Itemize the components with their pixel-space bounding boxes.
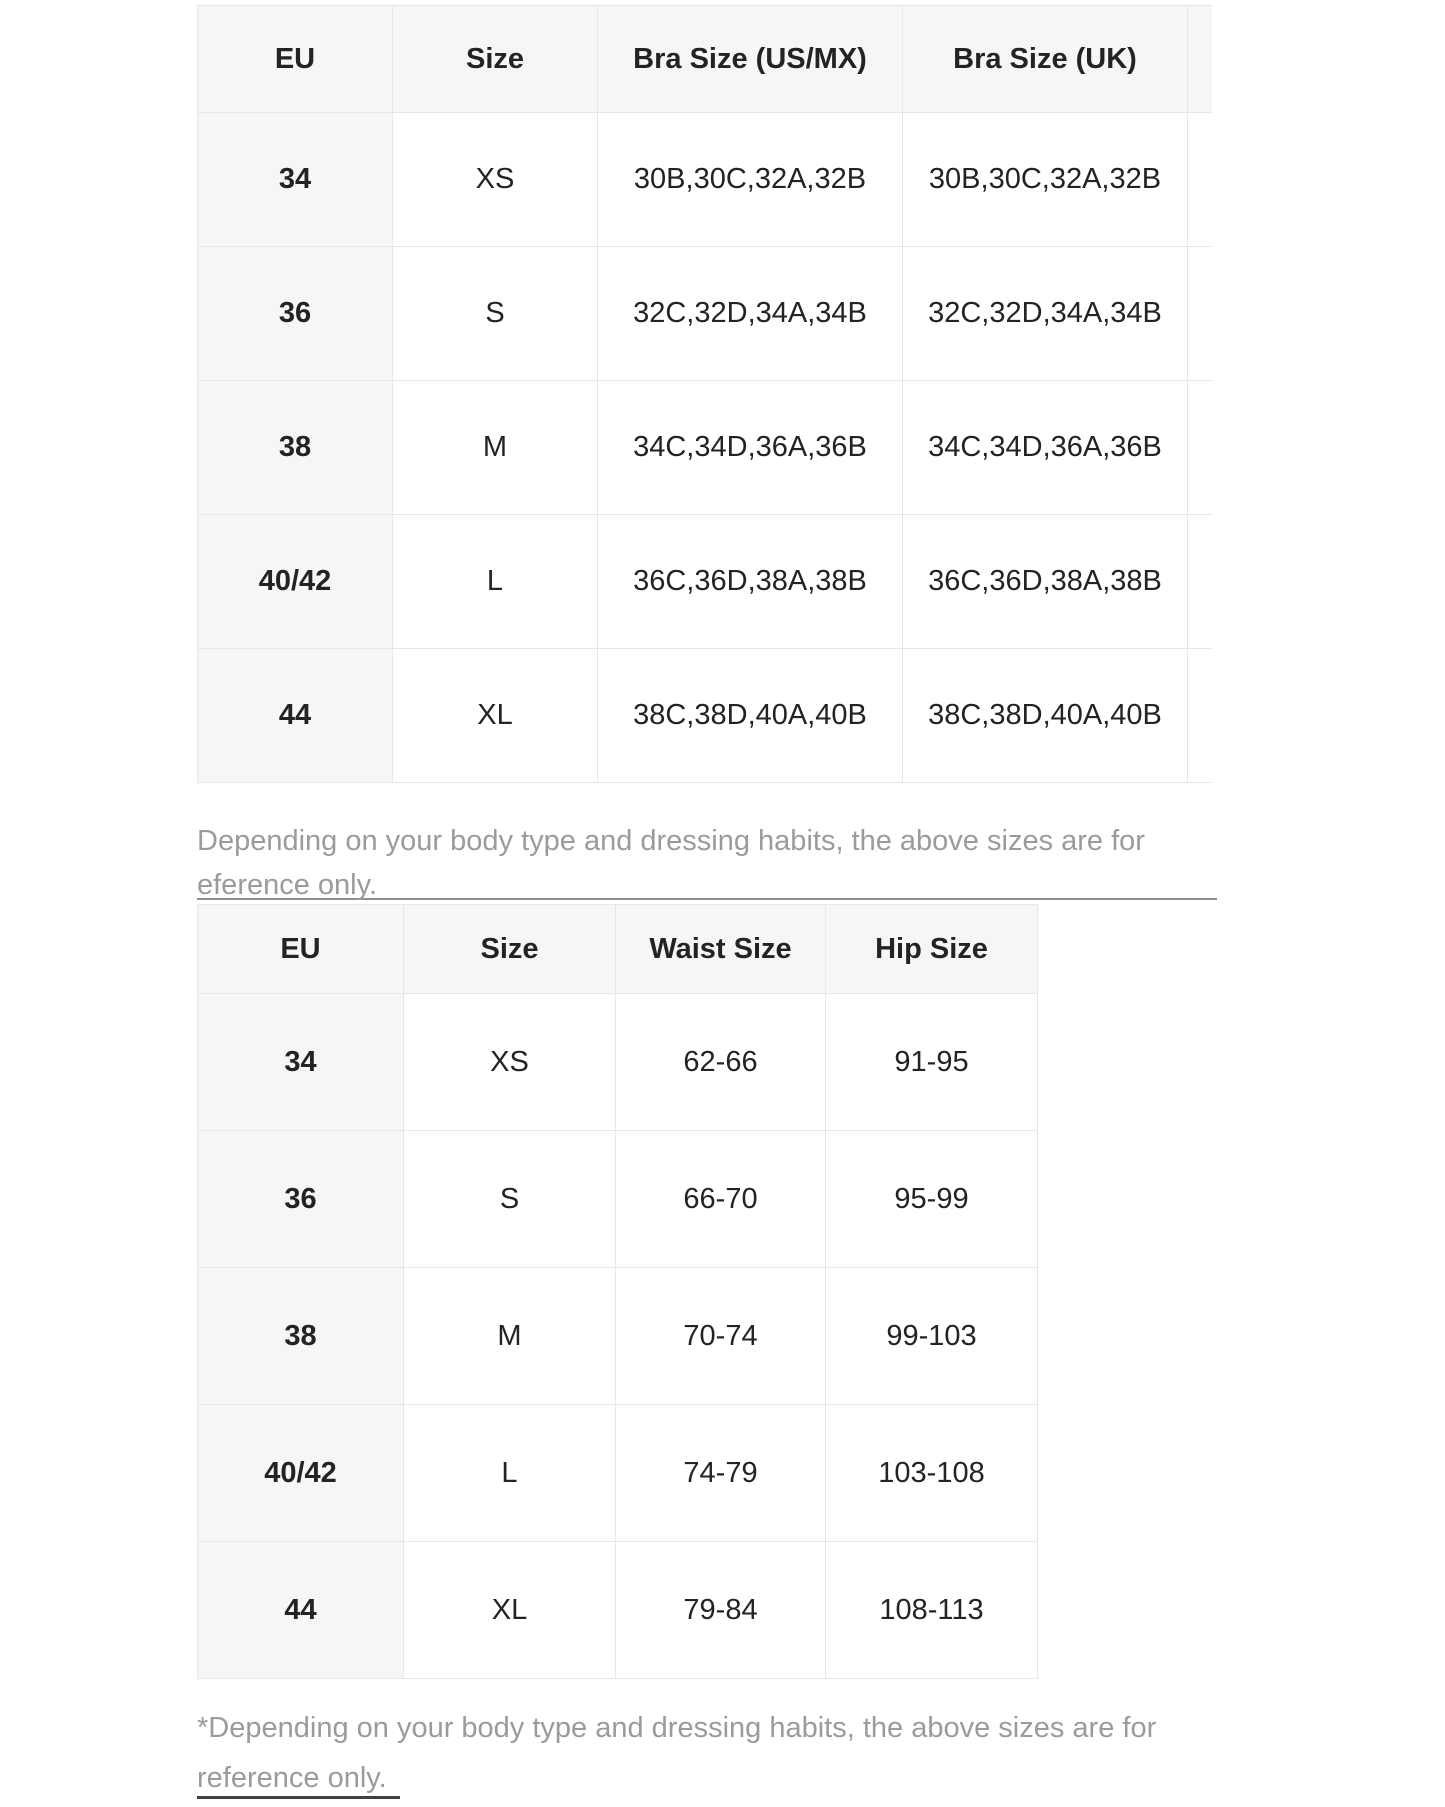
note-line: Depending on your body type and dressing habits, the above sizes are for bbox=[197, 825, 1145, 857]
cell-eu: 36 bbox=[198, 247, 393, 381]
cell-waist: 66-70 bbox=[616, 1131, 826, 1268]
cell-size: XL bbox=[393, 649, 598, 783]
waist-hip-table bbox=[197, 904, 1038, 1679]
cell-hip: 91-95 bbox=[826, 994, 1038, 1131]
cell-size: S bbox=[393, 247, 598, 381]
cell-eu: 44 bbox=[198, 649, 393, 783]
cell-bra-uk: 30B,30C,32A,32B bbox=[903, 113, 1188, 247]
header-row bbox=[198, 6, 1213, 113]
cell-waist: 74-79 bbox=[616, 1405, 826, 1542]
cell-size: XS bbox=[404, 994, 616, 1131]
table-row bbox=[198, 1542, 1038, 1679]
column-header-hip: Hip Size bbox=[826, 905, 1038, 994]
cell-bra-us-mx: 30B,30C,32A,32B bbox=[598, 113, 903, 247]
cell-size: XS bbox=[393, 113, 598, 247]
table-row bbox=[198, 515, 1213, 649]
cell-eu: 34 bbox=[198, 994, 404, 1131]
cell-bra-us-mx: 34C,34D,36A,36B bbox=[598, 381, 903, 515]
cell-hip: 108-113 bbox=[826, 1542, 1038, 1679]
table-row bbox=[198, 1131, 1038, 1268]
note-line: eference only. bbox=[197, 869, 378, 901]
table-row bbox=[198, 1268, 1038, 1405]
cell-hip: 95-99 bbox=[826, 1131, 1038, 1268]
column-header-bra-us-mx: Bra Size (US/MX) bbox=[598, 6, 903, 113]
cell-waist: 62-66 bbox=[616, 994, 826, 1131]
note-line: reference only. bbox=[197, 1762, 387, 1794]
cell-hip: 99-103 bbox=[826, 1268, 1038, 1405]
table-row bbox=[198, 649, 1213, 783]
column-header-eu: EU bbox=[198, 6, 393, 113]
cell-eu: 38 bbox=[198, 1268, 404, 1405]
cell-bra-uk: 36C,36D,38A,38B bbox=[903, 515, 1188, 649]
column-header-waist: Waist Size bbox=[616, 905, 826, 994]
cell-clipped bbox=[1188, 113, 1213, 247]
cell-clipped bbox=[1188, 381, 1213, 515]
column-header-size: Size bbox=[393, 6, 598, 113]
cell-bra-uk: 32C,32D,34A,34B bbox=[903, 247, 1188, 381]
table-row bbox=[198, 113, 1213, 247]
header-row bbox=[198, 905, 1038, 994]
cell-eu: 34 bbox=[198, 113, 393, 247]
size-disclaimer-note-bottom bbox=[197, 1703, 1237, 1803]
cell-clipped bbox=[1188, 515, 1213, 649]
cell-bra-us-mx: 38C,38D,40A,40B bbox=[598, 649, 903, 783]
waist-hip-table-container[interactable] bbox=[197, 904, 1212, 1679]
cell-eu: 40/42 bbox=[198, 1405, 404, 1542]
cell-waist: 79-84 bbox=[616, 1542, 826, 1679]
cell-size: L bbox=[393, 515, 598, 649]
cell-eu: 38 bbox=[198, 381, 393, 515]
cell-size: XL bbox=[404, 1542, 616, 1679]
cell-bra-uk: 34C,34D,36A,36B bbox=[903, 381, 1188, 515]
bra-size-table bbox=[197, 5, 1212, 783]
table-row bbox=[198, 381, 1213, 515]
cut-off-element-line bbox=[197, 1796, 400, 1799]
table-row bbox=[198, 1405, 1038, 1542]
cell-waist: 70-74 bbox=[616, 1268, 826, 1405]
table-row bbox=[198, 994, 1038, 1131]
column-header-bra-uk: Bra Size (UK) bbox=[903, 6, 1188, 113]
cell-clipped bbox=[1188, 649, 1213, 783]
cell-eu: 40/42 bbox=[198, 515, 393, 649]
table-row bbox=[198, 247, 1213, 381]
cell-bra-us-mx: 36C,36D,38A,38B bbox=[598, 515, 903, 649]
column-header-clipped bbox=[1188, 6, 1213, 113]
cell-eu: 44 bbox=[198, 1542, 404, 1679]
cell-size: M bbox=[404, 1268, 616, 1405]
size-disclaimer-note bbox=[197, 819, 1237, 907]
cell-bra-us-mx: 32C,32D,34A,34B bbox=[598, 247, 903, 381]
bra-size-table-container[interactable] bbox=[197, 5, 1212, 783]
column-header-eu: EU bbox=[198, 905, 404, 994]
cell-size: S bbox=[404, 1131, 616, 1268]
cell-size: M bbox=[393, 381, 598, 515]
cell-bra-uk: 38C,38D,40A,40B bbox=[903, 649, 1188, 783]
cell-clipped bbox=[1188, 247, 1213, 381]
column-header-size: Size bbox=[404, 905, 616, 994]
cell-size: L bbox=[404, 1405, 616, 1542]
cell-eu: 36 bbox=[198, 1131, 404, 1268]
cell-hip: 103-108 bbox=[826, 1405, 1038, 1542]
note-line: *Depending on your body type and dressing habits, the above sizes are for bbox=[197, 1712, 1157, 1744]
